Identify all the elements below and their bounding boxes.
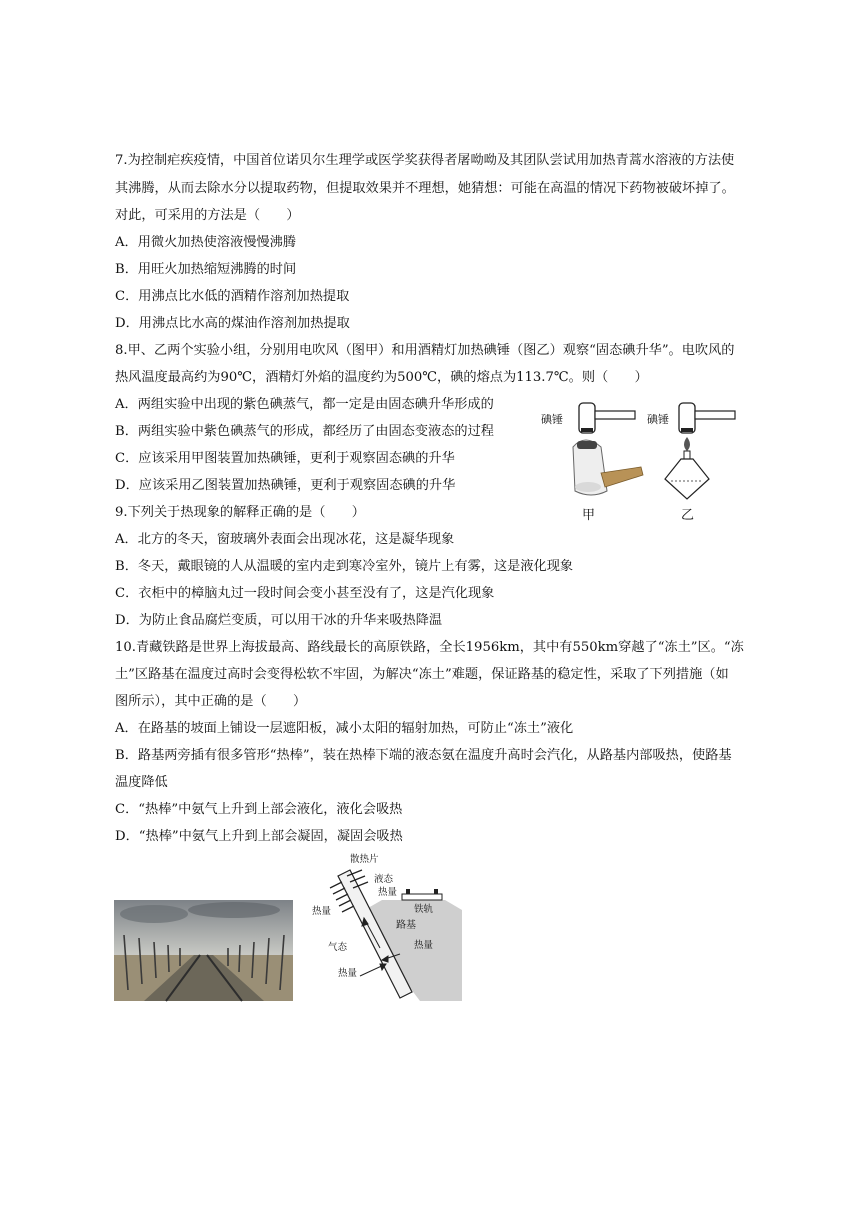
q10-option-c: C．“热棒”中氨气上升到上部会液化，液化会吸热	[115, 802, 403, 817]
q9-stem-line-1: 9.下列关于热现象的解释正确的是（ ）	[115, 505, 365, 520]
q10-option-d: D．“热棒”中氨气上升到上部会凝固，凝固会吸热	[115, 829, 403, 844]
alcohol-lamp-icon	[665, 437, 709, 499]
q8-stem-line-2: 热风温度最高约为90℃，酒精灯外焰的温度约为500℃，碘的熔点为113.7℃。则（ ）	[115, 370, 648, 385]
iodine-hammer-handle-right	[695, 411, 735, 419]
caption-yi: 乙	[681, 508, 695, 523]
iodine-hammer-handle-left	[595, 411, 635, 419]
label-roadbed: 路基	[396, 920, 416, 931]
q10-option-a: A．在路基的坡面上铺设一层遮阳板，减小太阳的辐射加热，可防止“冻土”液化	[115, 721, 574, 736]
q10-stem-line-2: 土”区路基在温度过高时会变得松软不牢固，为解决“冻土”难题，保证路基的稳定性，采取了下列措施（如	[115, 667, 729, 682]
q7-stem-line-1: 7.为控制疟疾疫情，中国首位诺贝尔生理学或医学奖获得者屠呦呦及其团队尝试用加热青蒿水溶液的方法使	[115, 153, 735, 168]
q7-option-c: C．用沸点比水低的酒精作溶剂加热提取	[115, 289, 350, 304]
label-gas: 气态	[328, 942, 348, 953]
q9-option-c: C．衣柜中的樟脑丸过一段时间会变小甚至没有了，这是汽化现象	[115, 586, 495, 601]
hair-dryer-icon	[573, 440, 643, 495]
q10-option-b-line-2: 温度降低	[115, 775, 168, 790]
heat-pipe-diagram	[312, 852, 462, 1001]
q10-option-b-line-1: B．路基两旁插有很多管形“热棒”，装在热棒下端的液态氨在温度升高时会汽化，从路基内部吸热，使路基	[115, 748, 732, 763]
caption-jia: 甲	[582, 508, 596, 523]
q10-stem-line-3: 图所示），其中正确的是（ ）	[115, 694, 307, 709]
label-heat-bottom: 热量	[338, 968, 358, 979]
q7-option-b: B．用旺火加热缩短沸腾的时间	[115, 262, 297, 277]
label-heat-right: 热量	[414, 940, 434, 951]
q7-option-a: A．用微火加热使溶液慢慢沸腾	[115, 235, 296, 250]
q9-option-d: D．为防止食品腐烂变质，可以用干冰的升华来吸热降温	[115, 613, 443, 628]
q8-option-b: B．两组实验中紫色碘蒸气的形成，都经历了由固态变液态的过程	[115, 424, 494, 439]
q8-option-a: A．两组实验中出现的紫色碘蒸气，都一定是由固态碘升华形成的	[115, 397, 494, 412]
label-heat-left: 热量	[312, 906, 332, 917]
q8-stem-line-1: 8.甲、乙两个实验小组，分别用电吹风（图甲）和用酒精灯加热碘锤（图乙）观察“固态碘升华”。电吹风的	[115, 343, 735, 358]
railway-photo	[114, 900, 293, 1001]
q9-option-a: A．北方的冬天，窗玻璃外表面会出现冰花，这是凝华现象	[115, 532, 455, 547]
iodine-hammer-figure	[535, 395, 755, 523]
label-fins: 散热片	[350, 854, 379, 865]
q8-option-d: D．应该采用乙图装置加热碘锤，更利于观察固态碘的升华	[115, 478, 456, 493]
rail-shape	[402, 894, 442, 900]
q7-stem-line-3: 对此，可采用的方法是（ ）	[115, 208, 300, 223]
q9-option-b: B．冬天，戴眼镜的人从温暖的室内走到寒冷室外，镜片上有雾，这是液化现象	[115, 559, 574, 574]
label-liquid-2: 热量	[378, 887, 398, 898]
q7-option-d: D．用沸点比水高的煤油作溶剂加热提取	[115, 316, 350, 331]
label-liquid-1: 液态	[374, 874, 394, 885]
hammer-label-left: 碘锤	[541, 413, 563, 426]
q7-stem-line-2: 其沸腾，从而去除水分以提取药物，但提取效果并不理想，她猜想：可能在高温的情况下药物被破坏掉了。	[115, 181, 735, 196]
q8-option-c: C．应该采用甲图装置加热碘锤，更利于观察固态碘的升华	[115, 451, 455, 466]
q10-stem-line-1: 10.青藏铁路是世界上海拔最高、路线最长的高原铁路，全长1956km，其中有550km穿越了“冻土”区。“冻	[115, 640, 744, 655]
label-rail: 铁轨	[414, 904, 434, 915]
hammer-label-right: 碘锤	[647, 413, 669, 426]
